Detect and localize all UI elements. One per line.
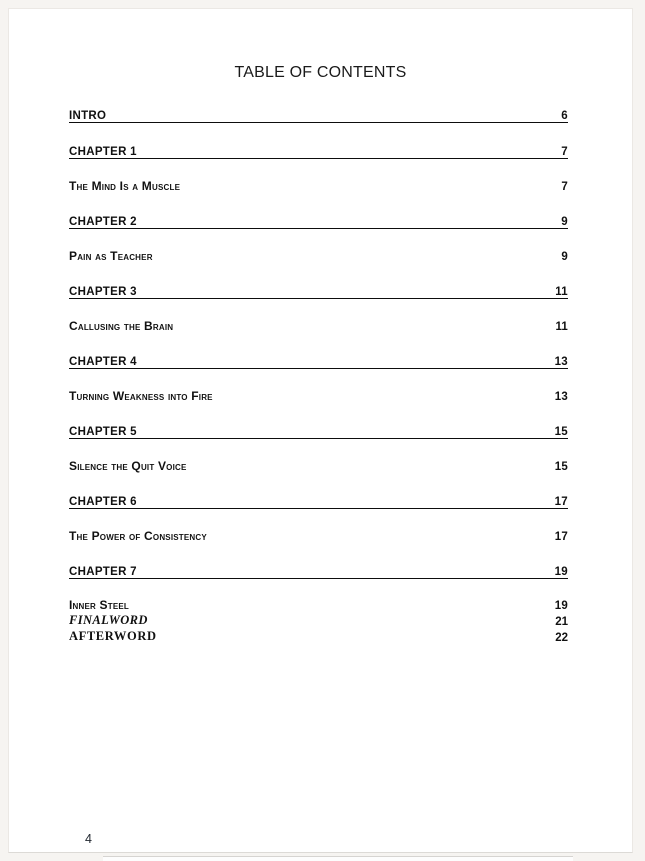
toc-entry-page-number: 19 — [554, 600, 568, 612]
toc-entry-label: AFTERWORD — [69, 629, 157, 643]
toc-row[interactable] — [69, 179, 568, 193]
toc-entry-label: INTRO — [69, 110, 107, 122]
toc-entry-label: FINALWORD — [69, 613, 148, 627]
toc-entry-page-number: 11 — [555, 285, 568, 298]
toc-entry-label: Pain as Teacher — [69, 249, 153, 263]
toc-entry-page-number: 21 — [555, 616, 568, 628]
toc-entry-page-number: 19 — [554, 565, 568, 578]
toc-row[interactable] — [69, 389, 568, 403]
toc-entry-label: Callusing the Brain — [69, 319, 174, 333]
toc-entry-label: Turning Weakness into Fire — [69, 389, 213, 403]
toc-row[interactable] — [69, 494, 568, 509]
toc-entry-page-number: 6 — [561, 110, 568, 122]
toc-entry-label: CHAPTER 5 — [69, 425, 137, 438]
toc-row[interactable] — [69, 615, 568, 628]
toc-row[interactable] — [69, 249, 568, 263]
toc-entry-page-number: 17 — [554, 495, 568, 508]
toc-row[interactable] — [69, 284, 568, 299]
toc-entry-label: CHAPTER 6 — [69, 495, 137, 508]
toc-row[interactable] — [69, 319, 568, 333]
toc-entry-label: CHAPTER 4 — [69, 355, 137, 368]
toc-entry-page-number: 17 — [554, 531, 568, 543]
document-page — [8, 8, 633, 853]
toc-entry-page-number: 15 — [554, 461, 568, 473]
toc-row[interactable] — [69, 214, 568, 229]
toc-row[interactable] — [69, 599, 568, 612]
next-page-edge — [103, 856, 573, 861]
toc-row[interactable] — [69, 529, 568, 543]
toc-entry-label: CHAPTER 7 — [69, 565, 137, 578]
toc-entry-label: Inner Steel — [69, 598, 129, 612]
toc-entry-page-number: 13 — [554, 391, 568, 403]
toc-entry-label: CHAPTER 1 — [69, 145, 137, 158]
toc-list — [69, 108, 568, 644]
toc-entry-label: The Power of Consistency — [69, 529, 207, 543]
toc-row[interactable] — [69, 459, 568, 473]
toc-row[interactable] — [69, 354, 568, 369]
toc-entry-label: CHAPTER 2 — [69, 215, 137, 228]
toc-title: TABLE OF CONTENTS — [234, 64, 407, 81]
toc-row[interactable] — [69, 631, 568, 644]
toc-row[interactable] — [69, 564, 568, 579]
toc-entry-page-number: 9 — [561, 251, 568, 263]
toc-entry-page-number: 15 — [554, 425, 568, 438]
toc-entry-page-number: 13 — [554, 355, 568, 368]
toc-row[interactable] — [69, 108, 568, 123]
toc-row[interactable] — [69, 424, 568, 439]
toc-entry-label: Silence the Quit Voice — [69, 459, 187, 473]
toc-entry-page-number: 7 — [561, 181, 568, 193]
toc-row[interactable] — [69, 144, 568, 159]
toc-entry-page-number: 7 — [561, 145, 568, 158]
toc-entry-label: CHAPTER 3 — [69, 285, 137, 298]
page-number: 4 — [85, 832, 92, 846]
toc-entry-page-number: 22 — [555, 632, 568, 644]
toc-entry-page-number: 11 — [555, 321, 568, 333]
toc-entry-label: The Mind Is a Muscle — [69, 179, 181, 193]
toc-entry-page-number: 9 — [561, 215, 568, 228]
